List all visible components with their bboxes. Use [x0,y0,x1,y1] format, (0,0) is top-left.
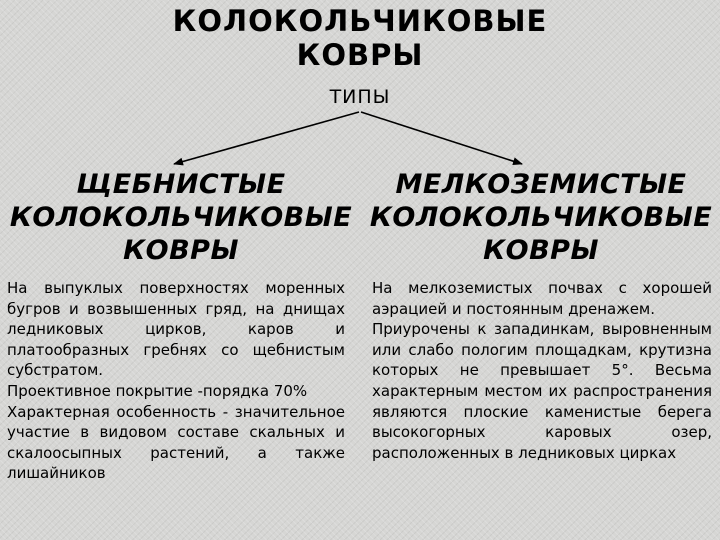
gravelly-feature-text: Характерная особенность - значительное участие в видовом составе скальных и скалоосыпных растений, а также лишайников [7,402,345,483]
heading-fine-earth-line-3: КОВРЫ [483,235,599,266]
description-fine-earth [372,278,712,463]
main-title-line-2: КОВРЫ [296,38,424,72]
heading-gravelly-line-1: ЩЕБНИСТЫЕ [76,169,286,200]
types-label: ТИПЫ [329,86,391,108]
heading-gravelly-carpets [0,168,362,267]
heading-gravelly-line-2: КОЛОКОЛЬЧИКОВЫЕ [9,202,353,233]
fine-earth-location-text: Приурочены к западинкам, выровненным или слабо пологим площадкам, крутизна которых не превышает 5°. Весьма характерным местом их распространения являются плоские каменистые берега высокогорных каровых озер, расположенных в ледниковых цирках [372,320,712,462]
heading-fine-earth-line-1: МЕЛКОЗЕМИСТЫЕ [395,169,687,200]
arrow-right [361,112,522,164]
gravelly-habitat-text: На выпуклых поверхностях моренных бугров и возвышенных гряд, на днищах ледниковых цирков, каров и платообразных гребнях со щебнистым субстратом. [7,279,345,380]
heading-fine-earth-carpets [362,168,720,267]
fine-earth-soil-text: На мелкоземистых почвах с хорошей аэрацией и постоянным дренажем. [372,279,712,318]
main-title-line-1: КОЛОКОЛЬЧИКОВЫЕ [172,4,548,38]
gravelly-cover-text: Проективное покрытие -порядка 70% [7,381,308,400]
heading-gravelly-line-3: КОВРЫ [123,235,239,266]
heading-fine-earth-line-2: КОЛОКОЛЬЧИКОВЫЕ [369,202,713,233]
arrow-left [174,112,359,164]
description-gravelly [7,278,345,484]
